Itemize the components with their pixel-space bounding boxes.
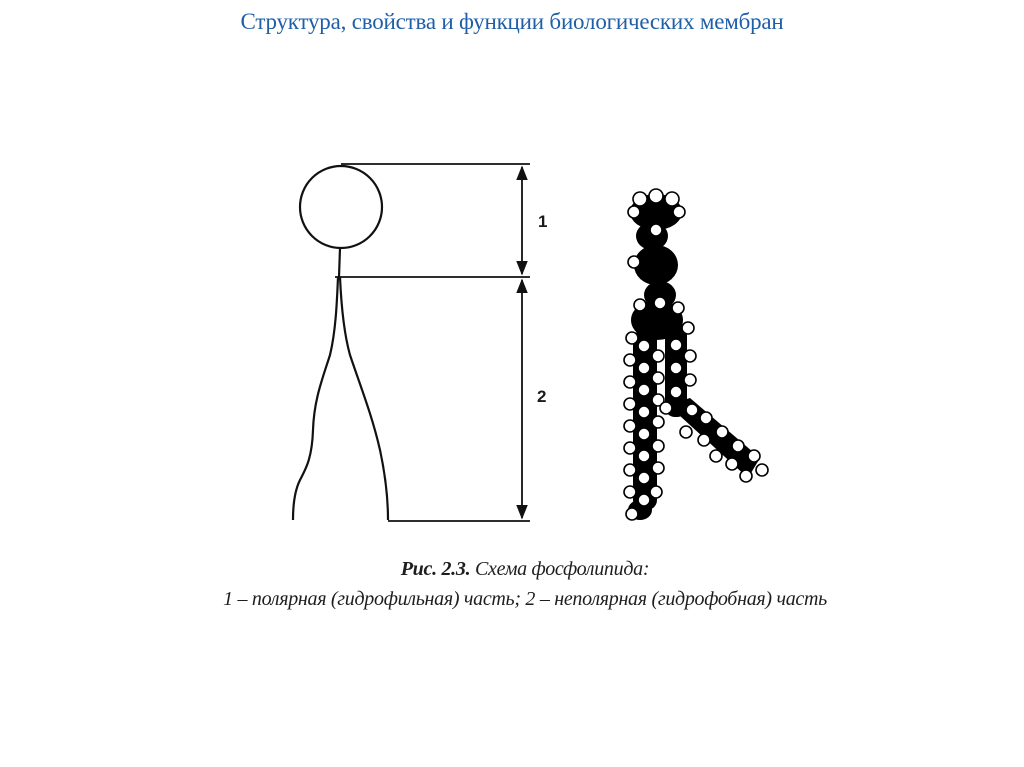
figure-number: Рис. 2.3. — [400, 558, 471, 580]
figure-caption-legend: 1 – полярная (гидрофильная) часть; 2 – неполярная (гидрофобная) часть — [223, 588, 827, 610]
label-nonpolar-part: 2 — [537, 387, 547, 406]
space-filling-model-icon — [624, 189, 768, 520]
dimension-lines — [335, 164, 530, 521]
slide-title: Структура, свойства и функции биологических мембран — [240, 9, 784, 34]
phospholipid-schematic — [293, 166, 388, 520]
head-neck-line — [339, 248, 340, 277]
polar-head-icon — [300, 166, 382, 248]
right-tail-line — [340, 277, 388, 520]
left-tail-line — [293, 277, 338, 520]
figure-title: Схема фосфолипида: — [475, 558, 650, 580]
figure-caption-title — [0, 558, 1024, 581]
label-polar-part: 1 — [538, 212, 548, 231]
